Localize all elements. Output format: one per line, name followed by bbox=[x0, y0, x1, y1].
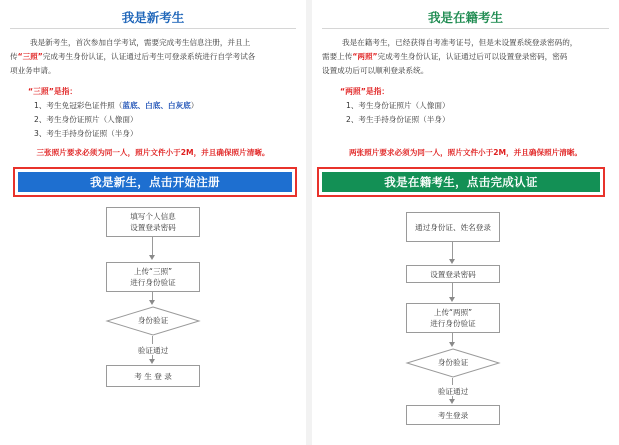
flow-step-login bbox=[406, 405, 500, 425]
two-photos-list bbox=[346, 99, 450, 127]
list-item: 2、考生身份证照片（人像面） bbox=[34, 115, 138, 124]
flow-step-text: 进行身份验证 bbox=[130, 278, 176, 287]
flow-arrow-icon bbox=[149, 255, 155, 260]
new-student-description bbox=[10, 36, 296, 78]
flow-arrow-icon bbox=[449, 399, 455, 404]
flow-step-id-login bbox=[406, 212, 500, 242]
list-item: 3、考生手持身份证照（半身） bbox=[34, 129, 138, 138]
flow-passed-label: 验证通过 bbox=[437, 387, 469, 396]
start-registration-button[interactable]: 我是新生，点击开始注册 bbox=[18, 172, 292, 192]
flow-arrow-icon bbox=[149, 359, 155, 364]
flow-step-text: 考生登录 bbox=[437, 410, 469, 420]
list-item-text: 1、考生免冠彩色证件照（ bbox=[34, 101, 123, 110]
desc-line-2-pre: 传 bbox=[10, 52, 18, 61]
flow-step-set-password bbox=[406, 265, 500, 283]
flow-step-fill-info bbox=[106, 207, 200, 237]
flow-connector bbox=[452, 378, 453, 385]
three-photos-highlight: “三照” bbox=[17, 52, 43, 61]
flow-connector bbox=[152, 237, 153, 256]
flow-step-login bbox=[106, 365, 200, 387]
photo-requirement-warning: 三张照片要求必须为同一人，照片文件小于2M，并且确保照片清晰。 bbox=[36, 148, 270, 157]
flow-decision-text: 身份验证 bbox=[137, 316, 169, 325]
desc-line-1: 我是新考生，首次参加自学考试，需要完成考生信息注册，并且上 bbox=[30, 38, 251, 47]
desc-line-2-pre: 需要上传 bbox=[322, 52, 353, 61]
title-divider bbox=[322, 28, 609, 29]
desc-line-2-post: 完成考生身份认证，认证通过后可以设置登录密码，密码 bbox=[377, 52, 568, 61]
registered-student-panel bbox=[312, 0, 619, 445]
new-student-title: 我是新考生 bbox=[121, 10, 185, 25]
flow-step-text: 设置登录密码 bbox=[430, 269, 476, 279]
flow-arrow-icon bbox=[449, 259, 455, 264]
flow-passed-label: 验证通过 bbox=[137, 346, 169, 355]
desc-line-3: 设置成功后可以顺利登录系统。 bbox=[322, 66, 429, 75]
flow-step-text: 考 生 登 录 bbox=[134, 371, 172, 381]
photo-requirement-warning: 两张照片要求必须为同一人，照片文件小于2M，并且确保照片清晰。 bbox=[348, 148, 583, 157]
register-button-frame bbox=[13, 167, 297, 197]
list-item bbox=[34, 99, 198, 113]
flow-connector bbox=[452, 242, 453, 260]
flow-step-upload-photos bbox=[106, 262, 200, 292]
flow-step-text: 进行身份验证 bbox=[430, 319, 476, 328]
flow-step-text: 通过身份证、姓名登录 bbox=[415, 222, 491, 232]
registered-student-description bbox=[322, 36, 609, 78]
complete-verification-button[interactable]: 我是在籍考生，点击完成认证 bbox=[322, 172, 600, 192]
list-item: 1、考生身份证照片（人像面） bbox=[346, 101, 450, 110]
flow-arrow-icon bbox=[149, 300, 155, 305]
background-colors: 蓝底、白底、白灰底 bbox=[122, 101, 191, 110]
flow-step-text: 填写个人信息 bbox=[130, 212, 176, 221]
desc-line-3: 项业务申请。 bbox=[10, 66, 56, 75]
title-divider bbox=[10, 28, 296, 29]
desc-line-2 bbox=[10, 50, 296, 64]
verify-button-frame bbox=[317, 167, 605, 197]
desc-line-2 bbox=[322, 50, 609, 64]
desc-line-1: 我是在籍考生，已经获得自考准考证号，但是未设置系统登录密码的， bbox=[342, 38, 578, 47]
flow-step-text: 上传“三照” bbox=[133, 267, 173, 276]
flow-arrow-icon bbox=[449, 342, 455, 347]
desc-line-2-post: 完成考生身份认证，认证通过后考生可登录系统进行自学考试各 bbox=[42, 52, 256, 61]
two-photos-highlight: “两照” bbox=[352, 52, 378, 61]
flow-step-text: 设置登录密码 bbox=[130, 223, 176, 232]
registered-student-title: 我是在籍考生 bbox=[427, 10, 503, 25]
list-item: 2、考生手持身份证照（半身） bbox=[346, 115, 450, 124]
flow-connector bbox=[452, 283, 453, 298]
new-student-panel bbox=[0, 0, 306, 445]
flow-step-text: 上传“两照” bbox=[433, 308, 473, 317]
two-photos-heading: “两照”是指： bbox=[340, 87, 390, 96]
three-photos-list bbox=[34, 99, 198, 141]
flow-step-upload-photos bbox=[406, 303, 500, 333]
flow-decision-text: 身份验证 bbox=[437, 358, 469, 367]
flow-connector bbox=[152, 336, 153, 344]
list-item-close: ） bbox=[190, 101, 199, 110]
three-photos-heading: “三照”是指： bbox=[28, 87, 78, 96]
flow-arrow-icon bbox=[449, 297, 455, 302]
